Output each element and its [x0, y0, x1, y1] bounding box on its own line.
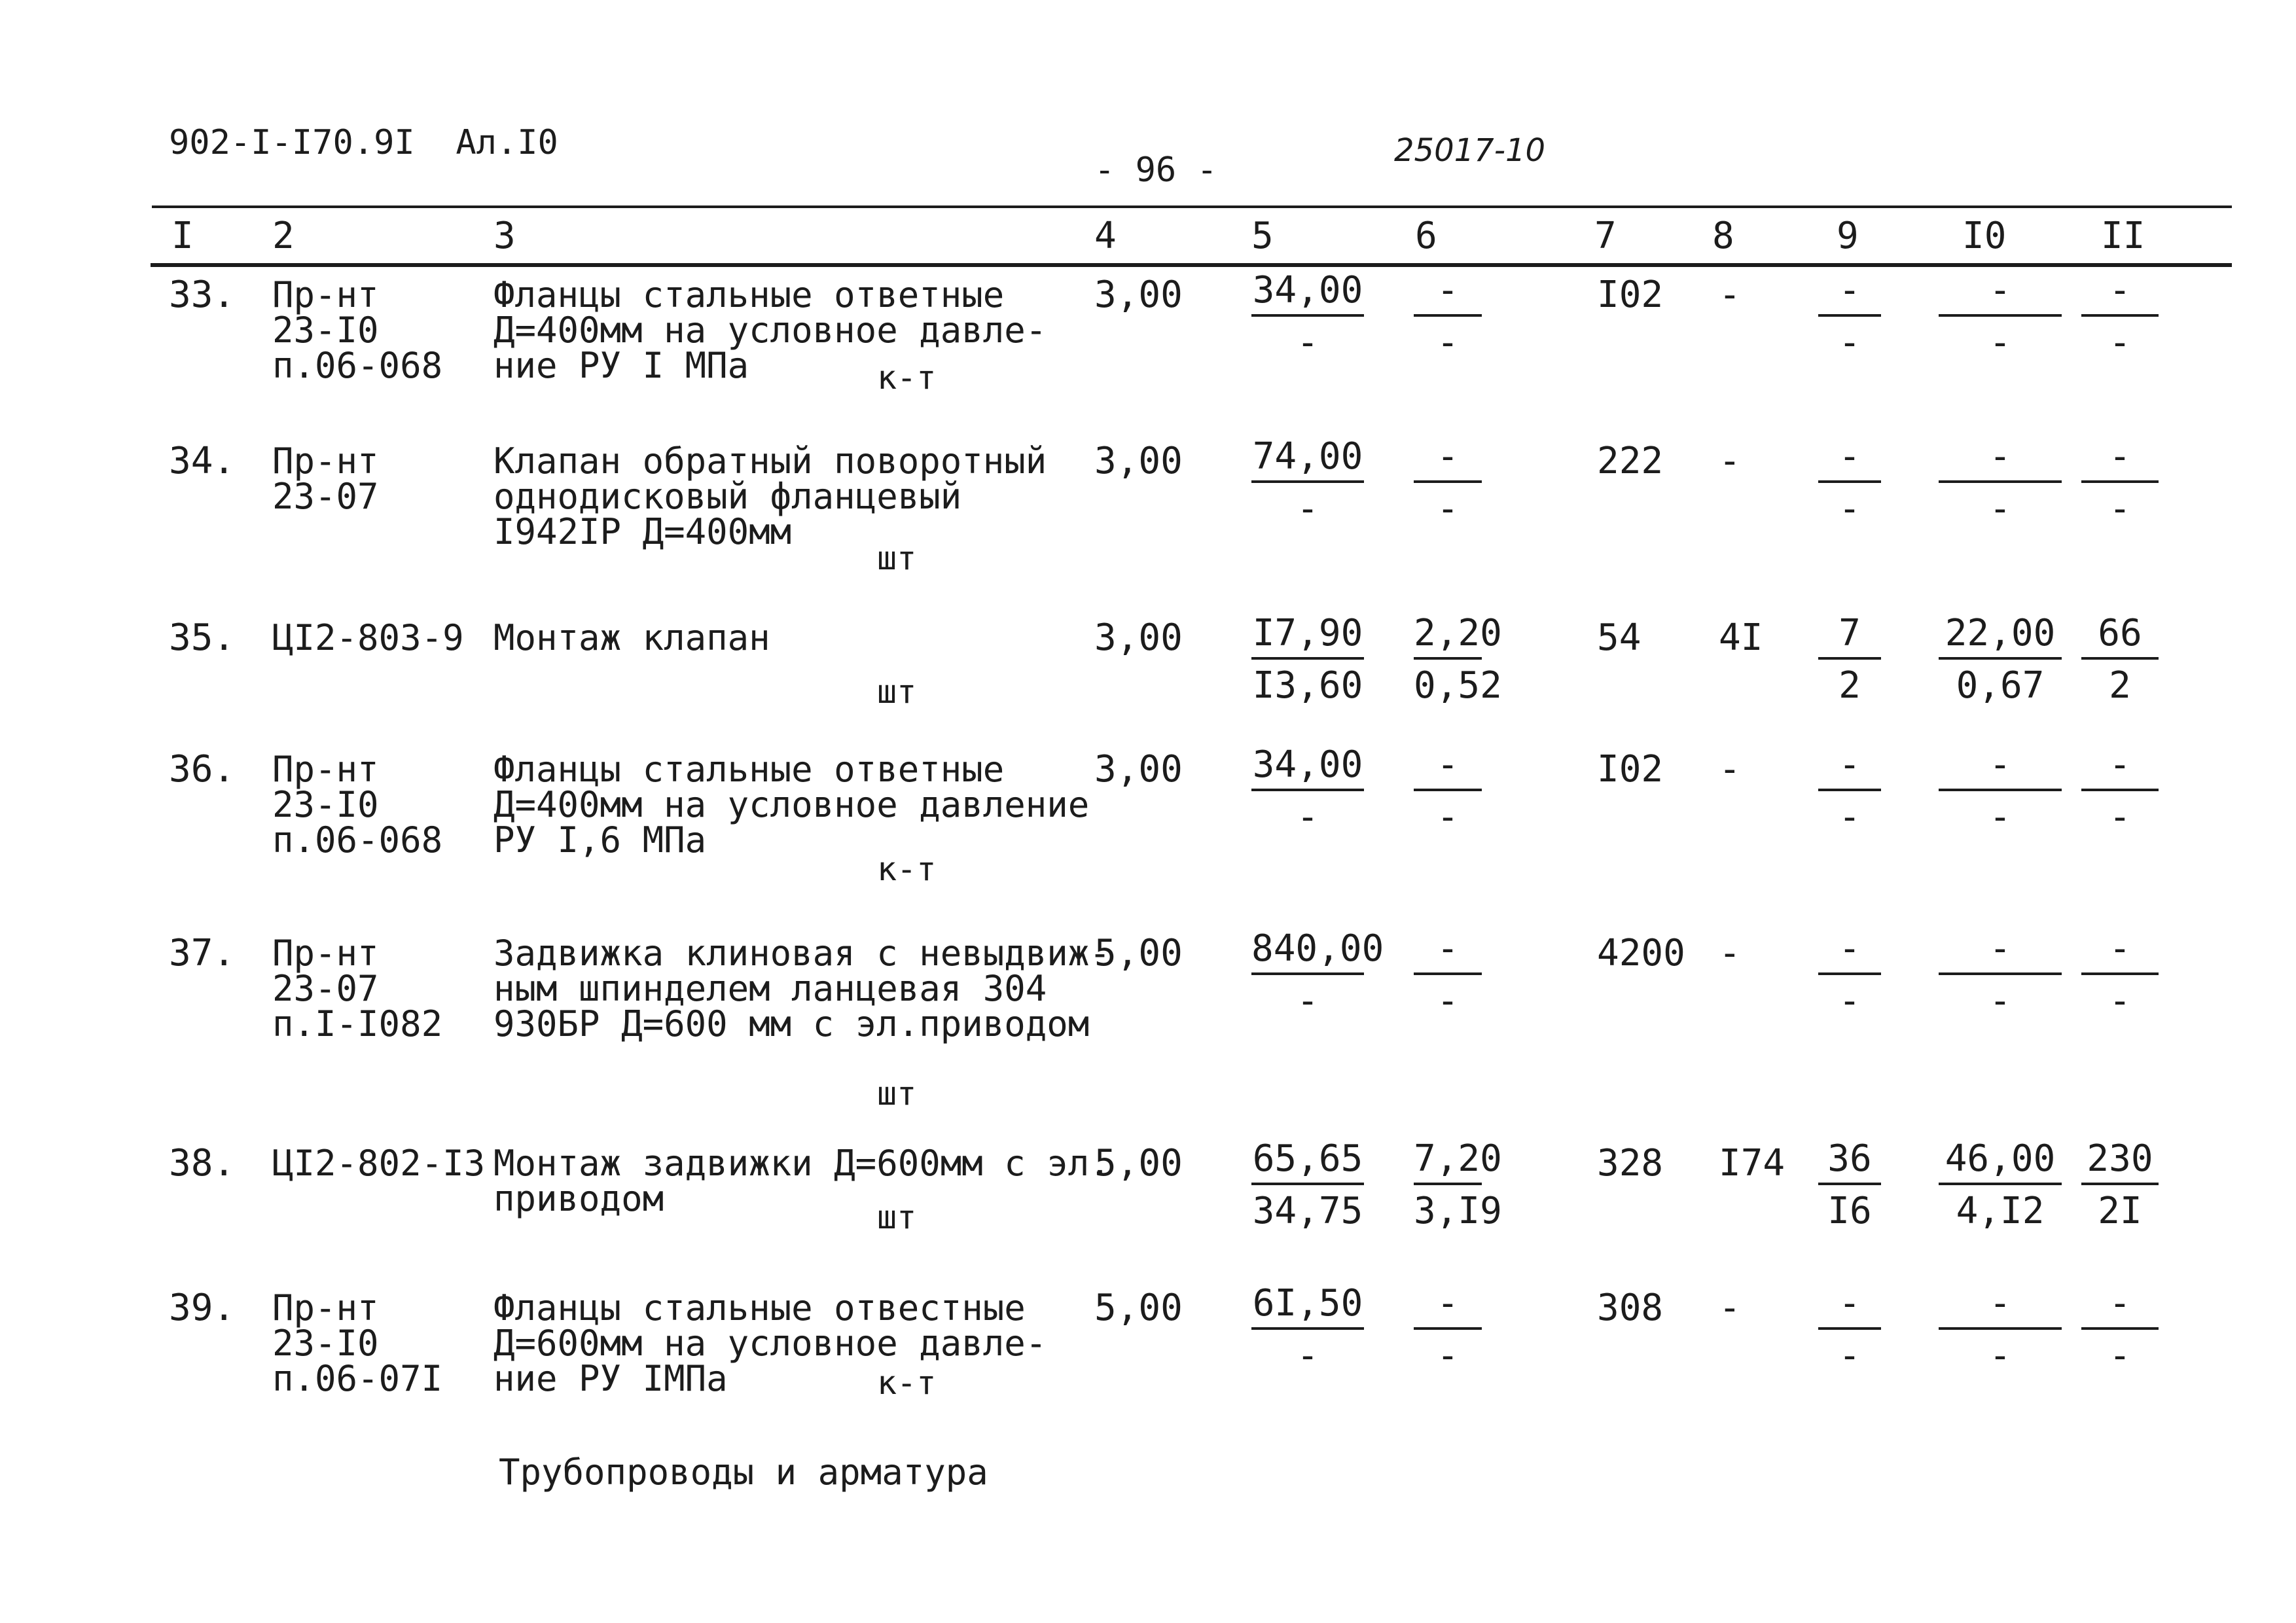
- cost-total: I02: [1597, 748, 1664, 791]
- value-numerator: -: [1839, 269, 1861, 312]
- value-numerator: -: [1839, 435, 1861, 478]
- item-code-line: Пр-нт: [272, 1287, 379, 1329]
- fraction-bar: [1818, 314, 1881, 317]
- item-description-line: Монтаж клапан: [493, 617, 770, 658]
- item-code: [272, 1143, 486, 1184]
- value-c6: [1414, 1137, 1502, 1232]
- fraction-bar: [1939, 1183, 2062, 1185]
- value-c6: [1414, 1284, 1482, 1376]
- value-c5: [1251, 614, 1364, 705]
- item-description-line: Фланцы стальные ответные: [493, 749, 1005, 790]
- value-numerator: 6I,50: [1252, 1282, 1363, 1325]
- value-c9: [1818, 437, 1881, 529]
- fraction-bar: [1414, 1327, 1482, 1330]
- fraction-bar: [1251, 314, 1364, 317]
- row-number: 37.: [169, 932, 236, 974]
- item-code-line: п.06-068: [272, 819, 443, 861]
- quantity: 5,00: [1094, 1142, 1183, 1185]
- item-code-line: 23-I0: [272, 1323, 379, 1364]
- quantity: 3,00: [1094, 616, 1183, 659]
- fraction-bar: [2081, 972, 2159, 975]
- value-numerator: -: [1437, 435, 1459, 478]
- value-denominator: 0,67: [1956, 664, 2045, 707]
- cost-total: 308: [1597, 1287, 1664, 1329]
- item-code: [272, 274, 443, 386]
- item-description: [493, 749, 1090, 861]
- item-code-line: 23-07: [272, 968, 379, 1009]
- quantity: 5,00: [1094, 1287, 1183, 1329]
- value-numerator: 7: [1839, 612, 1861, 654]
- fraction-bar: [1939, 1327, 2062, 1330]
- value-numerator: -: [1989, 927, 2011, 970]
- fraction-bar: [1414, 480, 1482, 483]
- item-description-line: Д=600мм на условное давле-: [493, 1323, 1047, 1364]
- item-description-line: Фланцы стальные ответные: [493, 274, 1005, 315]
- value-c5: [1251, 1284, 1364, 1376]
- item-description-line: РУ I,6 МПа: [493, 819, 707, 861]
- value-numerator: 46,00: [1945, 1137, 2056, 1180]
- value-denominator: -: [1989, 321, 2011, 364]
- value-c10: [1939, 929, 2062, 1021]
- value-numerator: -: [1839, 927, 1861, 970]
- value-denominator: -: [2109, 321, 2131, 364]
- unit-of-measure: шт: [877, 1075, 917, 1113]
- cost-total: 4200: [1597, 932, 1685, 974]
- labor-total: -: [1719, 440, 1741, 482]
- item-description-line: ным шпинделем ланцевая 304: [493, 968, 1047, 1009]
- item-description-line: приводом: [493, 1178, 664, 1219]
- item-code-line: Пр-нт: [272, 440, 379, 482]
- value-denominator: 2: [1839, 664, 1861, 707]
- value-denominator: -: [2109, 796, 2131, 838]
- item-code-line: п.06-07I: [272, 1358, 443, 1399]
- value-denominator: I3,60: [1252, 664, 1363, 707]
- fraction-bar: [2081, 1183, 2159, 1185]
- fraction-bar: [1251, 789, 1364, 791]
- item-description-line: однодисковый фланцевый: [493, 476, 962, 517]
- value-c10: [1939, 745, 2062, 837]
- fraction-bar: [1251, 972, 1364, 975]
- value-numerator: 66: [2098, 612, 2142, 654]
- value-c6: [1414, 745, 1482, 837]
- labor-total: 4I: [1719, 616, 1763, 659]
- value-denominator: -: [1297, 488, 1319, 530]
- value-denominator: -: [2109, 1334, 2131, 1377]
- item-description: [493, 274, 1047, 386]
- item-code-line: п.I-I082: [272, 1003, 443, 1044]
- cost-total: 328: [1597, 1142, 1664, 1185]
- fraction-bar: [1818, 1183, 1881, 1185]
- column-number: II: [2101, 215, 2145, 257]
- value-denominator: -: [1839, 488, 1861, 530]
- value-denominator: 3,I9: [1414, 1190, 1502, 1232]
- value-denominator: -: [1839, 796, 1861, 838]
- fraction-bar: [1818, 789, 1881, 791]
- fraction-bar: [1251, 1183, 1364, 1185]
- item-description-line: ние РУ I МПа: [493, 345, 749, 386]
- value-denominator: -: [1297, 980, 1319, 1022]
- item-code-line: Пр-нт: [272, 274, 379, 315]
- value-c10: [1939, 614, 2062, 705]
- row-number: 33.: [169, 274, 236, 316]
- value-denominator: -: [1839, 980, 1861, 1022]
- cost-total: 54: [1597, 616, 1641, 659]
- item-description-line: Задвижка клиновая с невыдвиж-: [493, 933, 1111, 974]
- item-code-line: Пр-нт: [272, 749, 379, 790]
- unit-of-measure: шт: [877, 673, 917, 711]
- item-code-line: Пр-нт: [272, 933, 379, 974]
- value-c5: [1251, 927, 1384, 1022]
- row-number: 38.: [169, 1142, 236, 1185]
- value-numerator: 74,00: [1252, 435, 1363, 478]
- column-number: 9: [1837, 215, 1859, 257]
- column-number: 7: [1594, 215, 1617, 257]
- value-numerator: 34,00: [1252, 743, 1363, 786]
- fraction-bar: [1818, 657, 1881, 660]
- item-description-line: Д=400мм на условное давле-: [493, 310, 1047, 351]
- fraction-bar: [1939, 314, 2062, 317]
- fraction-bar: [1414, 972, 1482, 975]
- value-numerator: 7,20: [1414, 1137, 1502, 1180]
- value-numerator: 34,00: [1252, 269, 1363, 312]
- column-number: 6: [1415, 215, 1437, 257]
- value-denominator: -: [2109, 980, 2131, 1022]
- labor-total: I74: [1719, 1142, 1785, 1185]
- value-c9: [1818, 745, 1881, 837]
- value-c5: [1251, 745, 1364, 837]
- column-number: 2: [272, 215, 295, 257]
- labor-total: -: [1719, 1287, 1741, 1329]
- fraction-bar: [1251, 657, 1364, 660]
- item-description-line: I942IР Д=400мм: [493, 511, 792, 552]
- value-numerator: -: [1989, 743, 2011, 786]
- value-denominator: -: [1839, 321, 1861, 364]
- handwritten-reference: 25017-10: [1394, 132, 1546, 169]
- fraction-bar: [2081, 1327, 2159, 1330]
- value-denominator: -: [1989, 1334, 2011, 1377]
- item-code: [272, 1287, 443, 1399]
- item-description-line: ние РУ IМПа: [493, 1358, 728, 1399]
- value-c11: [2081, 437, 2159, 529]
- value-numerator: -: [1989, 1282, 2011, 1325]
- fraction-bar: [1414, 1183, 1482, 1185]
- labor-total: -: [1719, 274, 1741, 316]
- fraction-bar: [1939, 972, 2062, 975]
- item-description: [493, 1143, 1111, 1219]
- value-c9: [1818, 1284, 1881, 1376]
- value-denominator: 0,52: [1414, 664, 1502, 707]
- unit-of-measure: к-т: [877, 850, 937, 888]
- item-description: [493, 1287, 1047, 1399]
- item-description: [493, 933, 1111, 1044]
- value-c6: [1414, 271, 1482, 363]
- column-number: 4: [1094, 215, 1117, 257]
- fraction-bar: [1251, 480, 1364, 483]
- value-numerator: -: [1437, 1282, 1459, 1325]
- page-number: - 96 -: [1094, 151, 1217, 190]
- item-code-line: ЦI2-803-9: [272, 617, 464, 658]
- quantity: 3,00: [1094, 440, 1183, 482]
- item-description: [493, 440, 1047, 552]
- column-number: 8: [1712, 215, 1734, 257]
- value-c11: [2081, 929, 2159, 1021]
- quantity: 3,00: [1094, 748, 1183, 791]
- value-denominator: -: [1437, 488, 1459, 530]
- unit-of-measure: шт: [877, 1198, 917, 1236]
- item-description-line: Фланцы стальные отвестные: [493, 1287, 1026, 1329]
- value-numerator: -: [1437, 269, 1459, 312]
- fraction-bar: [1414, 314, 1482, 317]
- album-label: Ал.I0: [456, 123, 558, 162]
- value-c6: [1414, 437, 1482, 529]
- fraction-bar: [1414, 657, 1482, 660]
- item-description-line: 930БР Д=600 мм с эл.приводом: [493, 1003, 1090, 1044]
- labor-total: -: [1719, 748, 1741, 791]
- value-numerator: -: [1839, 1282, 1861, 1325]
- value-denominator: -: [1297, 796, 1319, 838]
- value-numerator: -: [2109, 1282, 2131, 1325]
- value-numerator: 22,00: [1945, 612, 2056, 654]
- quantity: 3,00: [1094, 274, 1183, 316]
- value-numerator: 840,00: [1251, 927, 1384, 970]
- value-numerator: -: [2109, 927, 2131, 970]
- row-number: 34.: [169, 440, 236, 482]
- row-number: 36.: [169, 748, 236, 791]
- fraction-bar: [1818, 1327, 1881, 1330]
- column-number: I: [171, 215, 194, 257]
- fraction-bar: [1414, 789, 1482, 791]
- value-numerator: -: [1989, 435, 2011, 478]
- item-description: [493, 617, 770, 658]
- value-denominator: -: [1437, 321, 1459, 364]
- labor-total: -: [1719, 932, 1741, 974]
- value-c9: [1818, 1139, 1881, 1231]
- value-c11: [2081, 271, 2159, 363]
- value-c9: [1818, 271, 1881, 363]
- item-code-line: 23-07: [272, 476, 379, 517]
- value-numerator: -: [2109, 743, 2131, 786]
- value-c6: [1414, 929, 1482, 1021]
- value-c11: [2081, 745, 2159, 837]
- value-numerator: 65,65: [1252, 1137, 1363, 1180]
- fraction-bar: [2081, 657, 2159, 660]
- fraction-bar: [2081, 314, 2159, 317]
- value-c5: [1251, 271, 1364, 363]
- value-c11: [2081, 1284, 2159, 1376]
- value-numerator: -: [1437, 927, 1459, 970]
- unit-of-measure: к-т: [877, 359, 937, 397]
- value-c9: [1818, 614, 1881, 705]
- value-c5: [1251, 1139, 1364, 1231]
- item-code-line: 23-I0: [272, 784, 379, 825]
- value-denominator: -: [1437, 1334, 1459, 1377]
- value-denominator: -: [1989, 488, 2011, 530]
- fraction-bar: [1939, 480, 2062, 483]
- value-c10: [1939, 437, 2062, 529]
- value-denominator: 4,I2: [1956, 1190, 2045, 1232]
- value-denominator: 2: [2109, 664, 2131, 707]
- value-denominator: -: [1839, 1334, 1861, 1377]
- value-c10: [1939, 1139, 2062, 1231]
- value-denominator: 2I: [2098, 1190, 2142, 1232]
- value-numerator: 2,20: [1414, 612, 1502, 654]
- value-numerator: -: [2109, 269, 2131, 312]
- value-c5: [1251, 437, 1364, 529]
- row-number: 35.: [169, 616, 236, 659]
- fraction-bar: [2081, 789, 2159, 791]
- fraction-bar: [1818, 972, 1881, 975]
- document-code: 902-I-I70.9I Ал.I0: [169, 123, 558, 162]
- value-denominator: -: [1297, 1334, 1319, 1377]
- unit-of-measure: к-т: [877, 1364, 937, 1402]
- fraction-bar: [1251, 1327, 1364, 1330]
- header-bottom-rule: [151, 263, 2232, 267]
- value-denominator: -: [1989, 980, 2011, 1022]
- value-denominator: -: [1989, 796, 2011, 838]
- value-c10: [1939, 1284, 2062, 1376]
- item-code-line: 23-I0: [272, 310, 379, 351]
- value-numerator: 36: [1827, 1137, 1872, 1180]
- item-description-line: Клапан обратный поворотный: [493, 440, 1047, 482]
- item-code: [272, 617, 464, 658]
- value-numerator: -: [2109, 435, 2131, 478]
- value-numerator: -: [1839, 743, 1861, 786]
- quantity: 5,00: [1094, 932, 1183, 974]
- value-c11: [2081, 1139, 2159, 1231]
- column-number: 5: [1251, 215, 1274, 257]
- value-c9: [1818, 929, 1881, 1021]
- item-description-line: Д=400мм на условное давление: [493, 784, 1090, 825]
- header-top-rule: [152, 205, 2232, 208]
- value-c6: [1414, 612, 1502, 707]
- value-denominator: -: [1437, 980, 1459, 1022]
- column-number: 3: [493, 215, 516, 257]
- value-numerator: I7,90: [1252, 612, 1363, 654]
- value-denominator: -: [2109, 488, 2131, 530]
- value-numerator: -: [1989, 269, 2011, 312]
- item-code: [272, 933, 443, 1044]
- value-c10: [1939, 271, 2062, 363]
- value-numerator: 230: [2087, 1137, 2153, 1180]
- value-c11: [2081, 614, 2159, 705]
- cost-total: I02: [1597, 274, 1664, 316]
- fraction-bar: [1939, 657, 2062, 660]
- item-code-line: п.06-068: [272, 345, 443, 386]
- unit-of-measure: шт: [877, 539, 917, 577]
- item-code: [272, 749, 443, 861]
- item-code: [272, 440, 379, 517]
- fraction-bar: [2081, 480, 2159, 483]
- cost-total: 222: [1597, 440, 1664, 482]
- value-denominator: -: [1297, 321, 1319, 364]
- value-numerator: -: [1437, 743, 1459, 786]
- item-code-line: ЦI2-802-I3: [272, 1143, 486, 1184]
- value-denominator: I6: [1827, 1190, 1872, 1232]
- row-number: 39.: [169, 1287, 236, 1329]
- value-denominator: 34,75: [1252, 1190, 1363, 1232]
- column-number: I0: [1962, 215, 2007, 257]
- section-heading: Трубопроводы и арматура: [499, 1452, 988, 1493]
- fraction-bar: [1818, 480, 1881, 483]
- item-description-line: Монтаж задвижки Д=600мм с эл.: [493, 1143, 1111, 1184]
- value-denominator: -: [1437, 796, 1459, 838]
- fraction-bar: [1939, 789, 2062, 791]
